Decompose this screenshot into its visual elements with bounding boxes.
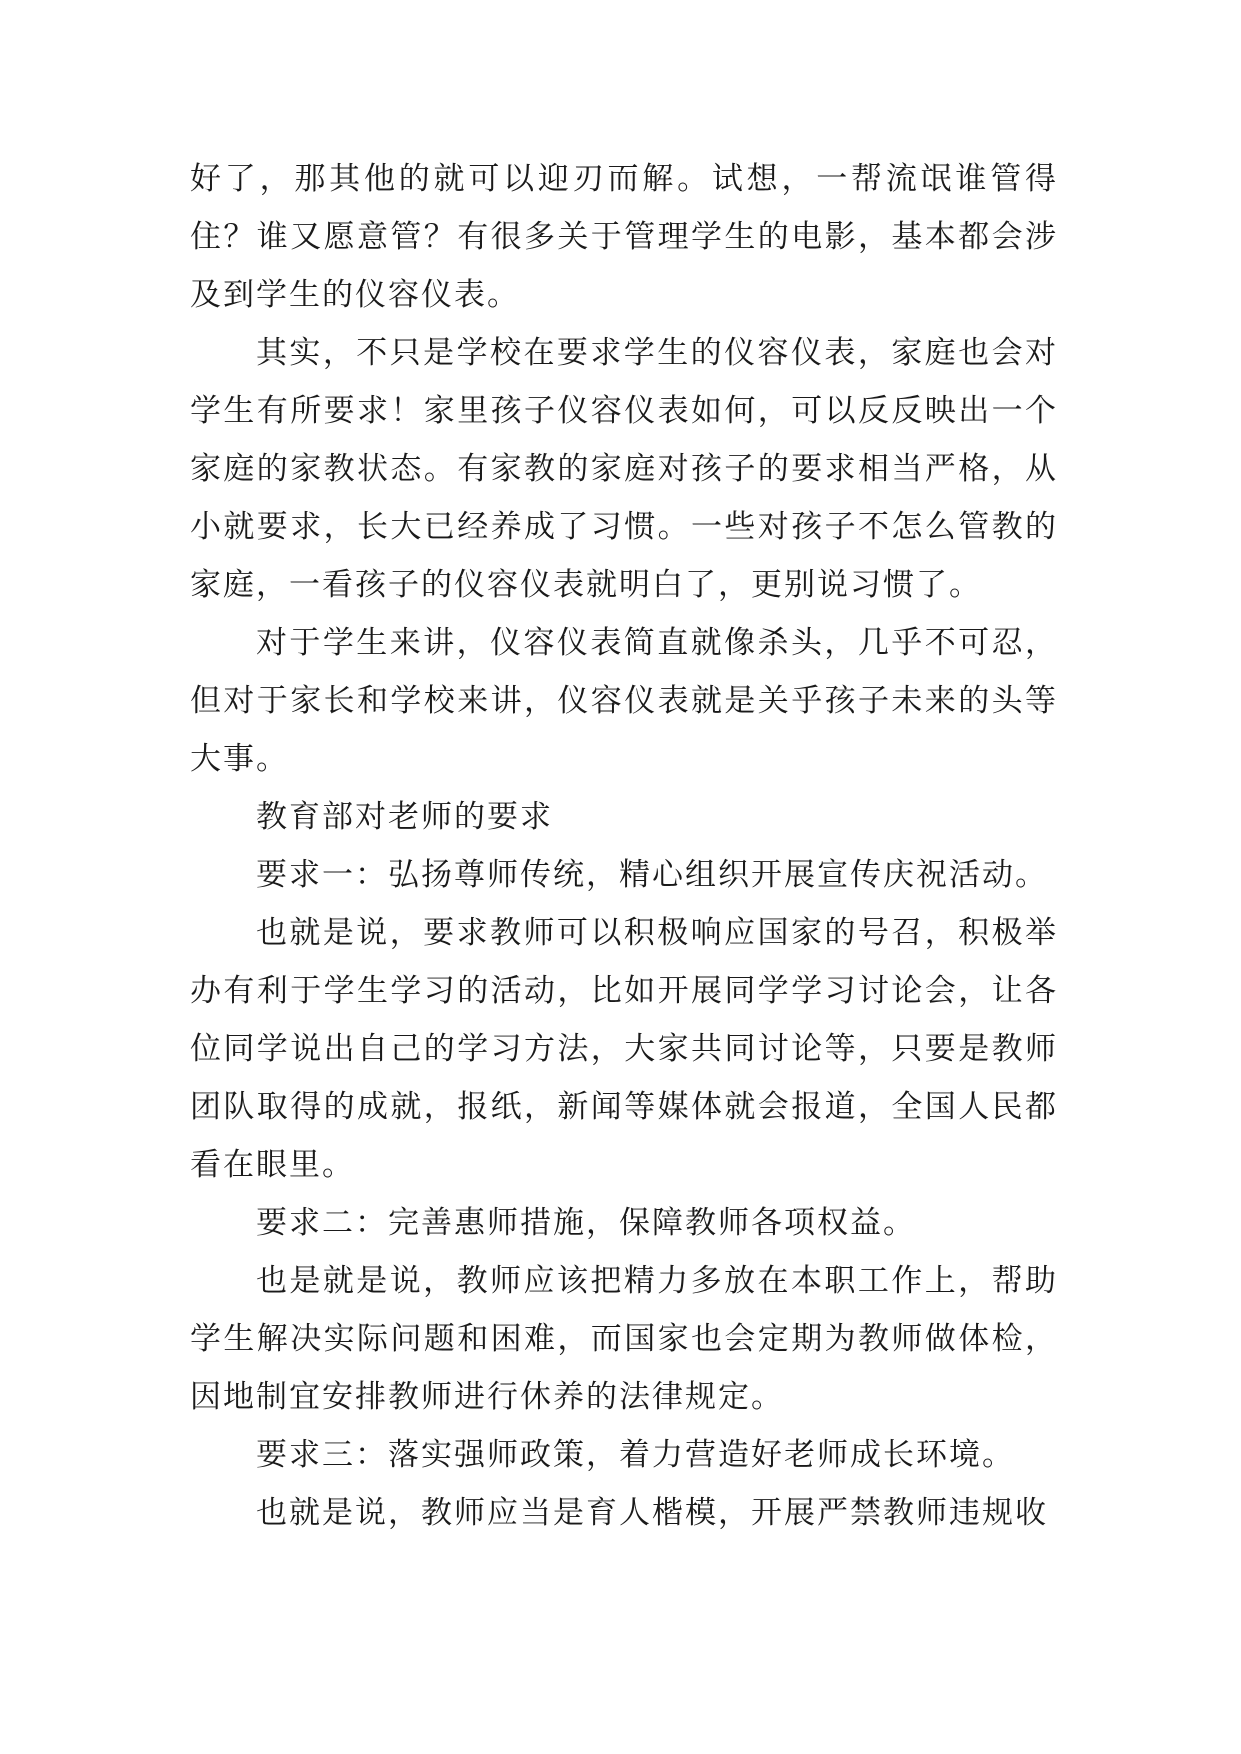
paragraph-1: 好了，那其他的就可以迎刃而解。试想，一帮流氓谁管得住？谁又愿意管？有很多关于管理学生的电影，基本都会涉及到学生的仪容仪表。	[190, 161, 1058, 313]
paragraph-6: 也就是说，要求教师可以积极响应国家的号召，积极举办有利于学生学习的活动，比如开展同学学习讨论会，让各位同学说出自己的学习方法，大家共同讨论等，只要是教师团队取得的成就，报纸，新闻等媒体就会报道，全国人民都看在眼里。	[190, 915, 1058, 1183]
paragraph-10: 也就是说，教师应当是育人楷模，开展严禁教师违规收	[256, 1495, 1048, 1531]
requirement-2: 要求二：完善惠师措施，保障教师各项权益。	[256, 1205, 916, 1241]
paragraph-3: 对于学生来讲，仪容仪表简直就像杀头，几乎不可忍，但对于家长和学校来讲，仪容仪表就是关乎孩子未来的头等大事。	[190, 625, 1058, 777]
requirement-1: 要求一：弘扬尊师传统，精心组织开展宣传庆祝活动。	[256, 857, 1048, 893]
paragraph-2: 其实，不只是学校在要求学生的仪容仪表，家庭也会对学生有所要求！家里孩子仪容仪表如何，可以反反映出一个家庭的家教状态。有家教的家庭对孩子的要求相当严格，从小就要求，长大已经养成了习惯。一些对孩子不怎么管教的家庭，一看孩子的仪容仪表就明白了，更别说习惯了。	[190, 335, 1058, 603]
requirement-3: 要求三：落实强师政策，着力营造好老师成长环境。	[256, 1437, 1015, 1473]
document-page	[190, 150, 1058, 1542]
section-heading: 教育部对老师的要求	[256, 799, 553, 835]
paragraph-8: 也是就是说，教师应该把精力多放在本职工作上，帮助学生解决实际问题和困难，而国家也会定期为教师做体检，因地制宜安排教师进行休养的法律规定。	[190, 1263, 1058, 1415]
